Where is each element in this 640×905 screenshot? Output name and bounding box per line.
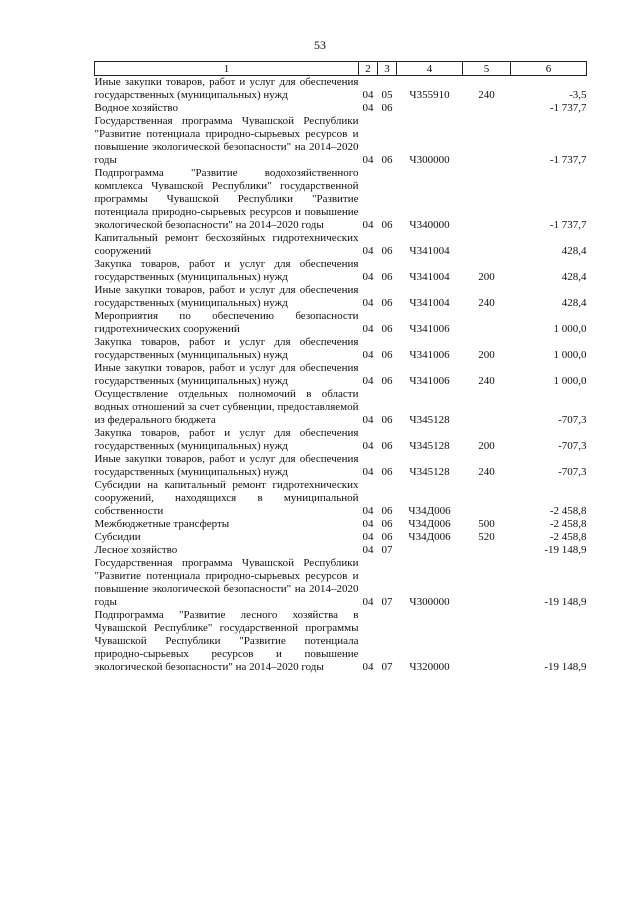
- row-amount: -707,3: [558, 466, 587, 478]
- row-expense-type: [463, 115, 511, 167]
- row-name: Субсидии на капитальный ремонт гидротехнических сооружений, находящихся в муниципальной собственности: [94, 479, 359, 517]
- row-amount: -1 737,7: [549, 219, 587, 231]
- table-row: [95, 115, 587, 167]
- table-row: [95, 388, 587, 427]
- row-subsection: 06: [381, 297, 393, 309]
- row-section: 04: [362, 596, 374, 608]
- row-section: 04: [362, 531, 374, 543]
- row-expense-type: 240: [478, 375, 495, 387]
- row-target-code: Ч34Д006: [408, 505, 451, 517]
- table-row: [95, 336, 587, 362]
- row-target-code: [397, 102, 463, 115]
- row-expense-type: [463, 544, 511, 557]
- row-amount: -2 458,8: [549, 505, 587, 517]
- table-row: [95, 453, 587, 479]
- row-target-code: Ч300000: [409, 154, 450, 166]
- row-expense-type: 240: [478, 466, 495, 478]
- row-target-code: Ч340000: [409, 219, 450, 231]
- row-expense-type: [463, 557, 511, 609]
- row-name: Иные закупки товаров, работ и услуг для обеспечения государственных (муниципальных) нужд: [94, 76, 359, 101]
- row-name: Иные закупки товаров, работ и услуг для обеспечения государственных (муниципальных) нужд: [94, 453, 359, 478]
- row-subsection: 05: [381, 89, 393, 101]
- table-row: [95, 232, 587, 258]
- row-amount: -1 737,7: [549, 154, 587, 166]
- row-section: 04: [362, 505, 374, 517]
- row-target-code: Ч345128: [409, 440, 450, 452]
- table-row: [95, 544, 587, 557]
- row-target-code: Ч34Д006: [408, 531, 451, 543]
- table-row: [95, 102, 587, 115]
- row-subsection: 06: [381, 154, 393, 166]
- row-name: Государственная программа Чувашской Республики "Развитие потенциала природно-сырьевых ресурсов и повышение экологической безопасности" на 2014–2020 годы: [94, 115, 359, 166]
- header-col-5: 5: [463, 62, 511, 76]
- row-amount: -19 148,9: [544, 544, 587, 556]
- table-row: [95, 284, 587, 310]
- row-subsection: 07: [381, 544, 393, 556]
- row-section: 04: [362, 297, 374, 309]
- row-expense-type: [463, 310, 511, 336]
- row-target-code: Ч345128: [409, 414, 450, 426]
- table-row: [95, 518, 587, 531]
- row-target-code: Ч341004: [409, 271, 450, 283]
- row-section: 04: [362, 271, 374, 283]
- row-target-code: Ч355910: [409, 89, 450, 101]
- row-section: 04: [362, 245, 374, 257]
- row-name: Подпрограмма "Развитие водохозяйственного комплекса Чувашской Республики" государственной программы Чувашской Республики "Развитие потенциала природно-сырьевых ресурсов и повышение экологической безопасности" на 2014–2020 годы: [94, 167, 359, 231]
- row-name: Лесное хозяйство: [94, 544, 178, 556]
- row-expense-type: 520: [478, 531, 495, 543]
- row-expense-type: [463, 388, 511, 427]
- row-name: Осуществление отдельных полномочий в области водных отношений за счет субвенции, предоставляемой из федерального бюджета: [94, 388, 359, 426]
- row-amount: 428,4: [561, 245, 587, 257]
- page-number: 53: [314, 38, 326, 52]
- row-section: 04: [362, 544, 374, 556]
- row-subsection: 06: [381, 375, 393, 387]
- row-target-code: Ч341006: [409, 349, 450, 361]
- row-amount: 428,4: [561, 271, 587, 283]
- row-subsection: 06: [381, 245, 393, 257]
- row-section: 04: [362, 323, 374, 335]
- row-target-code: Ч300000: [409, 596, 450, 608]
- row-amount: -2 458,8: [549, 531, 587, 543]
- row-amount: 1 000,0: [553, 323, 587, 335]
- row-amount: -707,3: [558, 440, 587, 452]
- table-row: [95, 479, 587, 518]
- row-name: Мероприятия по обеспечению безопасности гидротехнических сооружений: [94, 310, 359, 335]
- row-subsection: 06: [381, 414, 393, 426]
- row-subsection: 07: [381, 596, 393, 608]
- budget-table: [94, 61, 587, 674]
- row-expense-type: 200: [478, 271, 495, 283]
- row-target-code: Ч341004: [409, 297, 450, 309]
- row-subsection: 06: [381, 466, 393, 478]
- row-target-code: Ч341004: [409, 245, 450, 257]
- row-expense-type: [463, 102, 511, 115]
- table-row: [95, 362, 587, 388]
- row-name: Подпрограмма "Развитие лесного хозяйства в Чувашской Республике" государственной программы Чувашской Республики "Развитие потенциала природно-сырьевых ресурсов и повышение экологической безопасности" на 2014–2020 годы: [94, 609, 359, 673]
- row-name: Водное хозяйство: [94, 102, 178, 114]
- row-name: Закупка товаров, работ и услуг для обеспечения государственных (муниципальных) нужд: [94, 258, 359, 283]
- row-name: Закупка товаров, работ и услуг для обеспечения государственных (муниципальных) нужд: [94, 427, 359, 452]
- row-target-code: Ч345128: [409, 466, 450, 478]
- row-expense-type: 500: [478, 518, 495, 530]
- table-row: [95, 167, 587, 232]
- row-subsection: 06: [381, 102, 393, 114]
- row-subsection: 06: [381, 323, 393, 335]
- row-amount: -2 458,8: [549, 518, 587, 530]
- row-section: 04: [362, 414, 374, 426]
- row-amount: 428,4: [561, 297, 587, 309]
- header-col-2: 2: [359, 62, 378, 76]
- row-expense-type: 240: [478, 89, 495, 101]
- table-row: [95, 76, 587, 103]
- row-subsection: 06: [381, 271, 393, 283]
- table-row: [95, 531, 587, 544]
- row-subsection: 06: [381, 349, 393, 361]
- row-section: 04: [362, 375, 374, 387]
- row-amount: -3,5: [569, 89, 587, 101]
- row-name: Субсидии: [94, 531, 141, 543]
- row-target-code: Ч320000: [409, 661, 450, 673]
- header-col-3: 3: [378, 62, 397, 76]
- row-expense-type: [463, 609, 511, 674]
- row-amount: -707,3: [558, 414, 587, 426]
- row-target-code: Ч34Д006: [408, 518, 451, 530]
- table-row: [95, 609, 587, 674]
- row-expense-type: 200: [478, 440, 495, 452]
- row-name: Межбюджетные трансферты: [94, 518, 230, 530]
- row-section: 04: [362, 89, 374, 101]
- row-section: 04: [362, 154, 374, 166]
- row-amount: 1 000,0: [553, 349, 587, 361]
- row-amount: -1 737,7: [549, 102, 587, 114]
- table-row: [95, 310, 587, 336]
- row-expense-type: 200: [478, 349, 495, 361]
- row-section: 04: [362, 219, 374, 231]
- row-target-code: Ч341006: [409, 323, 450, 335]
- row-name: Иные закупки товаров, работ и услуг для обеспечения государственных (муниципальных) нужд: [94, 362, 359, 387]
- row-subsection: 06: [381, 219, 393, 231]
- row-subsection: 07: [381, 661, 393, 673]
- row-section: 04: [362, 466, 374, 478]
- row-subsection: 06: [381, 440, 393, 452]
- row-amount: 1 000,0: [553, 375, 587, 387]
- row-name: Иные закупки товаров, работ и услуг для обеспечения государственных (муниципальных) нужд: [94, 284, 359, 309]
- row-name: Закупка товаров, работ и услуг для обеспечения государственных (муниципальных) нужд: [94, 336, 359, 361]
- table-header-row: [95, 62, 587, 76]
- row-subsection: 06: [381, 531, 393, 543]
- row-target-code: Ч341006: [409, 375, 450, 387]
- row-name: Капитальный ремонт бесхозяйных гидротехнических сооружений: [94, 232, 359, 257]
- row-target-code: [397, 544, 463, 557]
- header-col-6: 6: [511, 62, 587, 76]
- table-row: [95, 427, 587, 453]
- row-amount: -19 148,9: [544, 596, 587, 608]
- row-expense-type: [463, 167, 511, 232]
- row-section: 04: [362, 102, 374, 114]
- row-expense-type: 240: [478, 297, 495, 309]
- row-subsection: 06: [381, 518, 393, 530]
- header-col-4: 4: [397, 62, 463, 76]
- table-row: [95, 557, 587, 609]
- row-name: Государственная программа Чувашской Республики "Развитие потенциала природно-сырьевых ресурсов и повышение экологической безопасности" на 2014–2020 годы: [94, 557, 359, 608]
- row-subsection: 06: [381, 505, 393, 517]
- row-section: 04: [362, 440, 374, 452]
- row-section: 04: [362, 349, 374, 361]
- table-row: [95, 258, 587, 284]
- row-amount: -19 148,9: [544, 661, 587, 673]
- row-expense-type: [463, 479, 511, 518]
- row-section: 04: [362, 518, 374, 530]
- header-col-1: 1: [95, 62, 359, 76]
- row-expense-type: [463, 232, 511, 258]
- row-section: 04: [362, 661, 374, 673]
